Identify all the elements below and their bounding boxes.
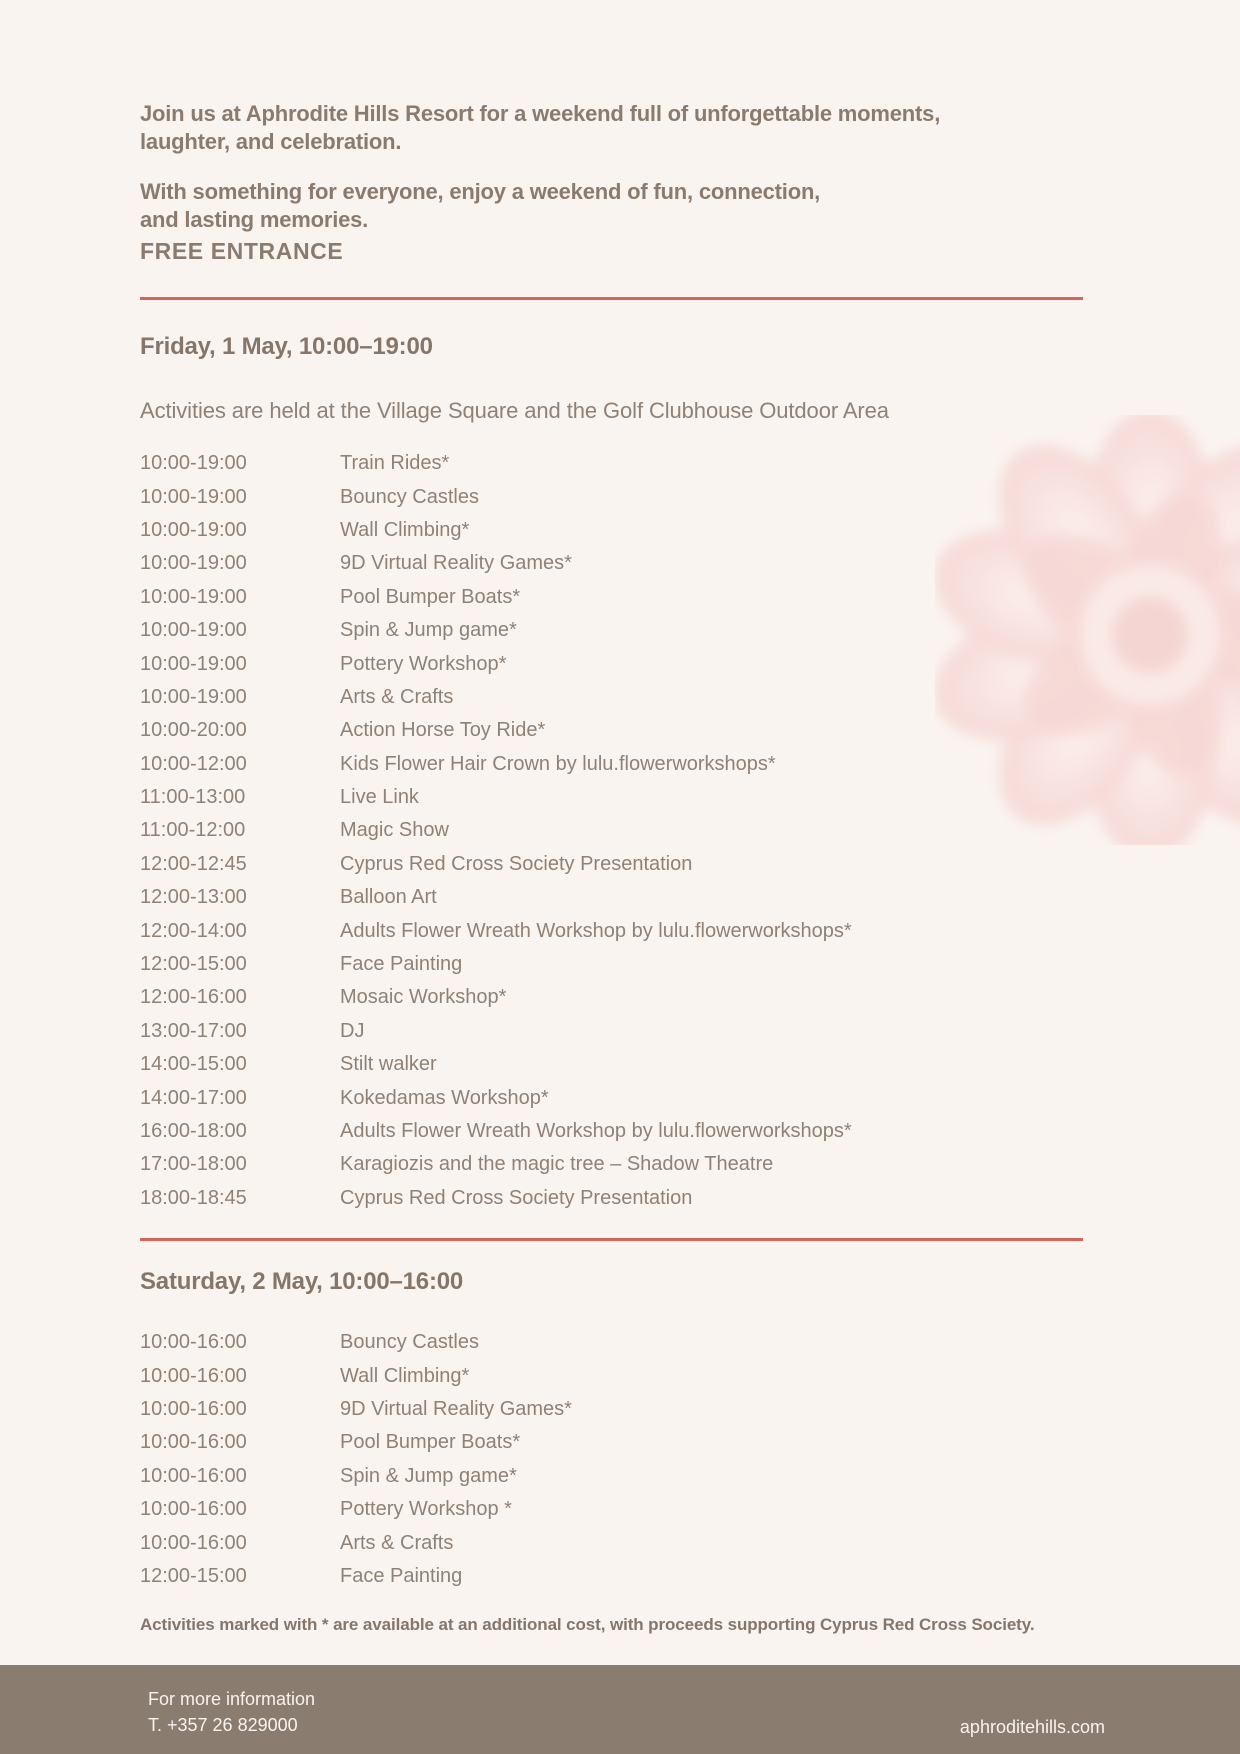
event-activity: Live Link (340, 786, 419, 809)
event-activity: Magic Show (340, 819, 449, 842)
event-time: 12:00-15:00 (140, 1564, 247, 1587)
event-time: 10:00-12:00 (140, 752, 247, 775)
friday-schedule (140, 447, 1100, 1215)
event-time: 10:00-19:00 (140, 619, 247, 642)
event-time: 10:00-16:00 (140, 1364, 247, 1387)
event-time: 10:00-16:00 (140, 1331, 247, 1354)
schedule-row (140, 1048, 1100, 1081)
footer-bar (0, 1665, 1240, 1754)
event-time: 18:00-18:45 (140, 1186, 247, 1209)
schedule-row (140, 1182, 1100, 1215)
event-activity: Wall Climbing* (340, 1364, 470, 1387)
event-time: 17:00-18:00 (140, 1153, 247, 1176)
intro-paragraph-1 (140, 100, 940, 155)
event-activity: Arts & Crafts (340, 685, 454, 708)
schedule-row (140, 781, 1100, 814)
saturday-heading: Saturday, 2 May, 10:00–16:00 (140, 1268, 464, 1295)
event-activity: Wall Climbing* (340, 518, 470, 541)
event-activity: Pool Bumper Boats* (340, 585, 521, 608)
schedule-row (140, 1148, 1100, 1181)
schedule-row (140, 748, 1100, 781)
event-time: 10:00-19:00 (140, 518, 247, 541)
intro-p1-line1: Join us at Aphrodite Hills Resort for a weekend full of unforgettable moments, (140, 101, 941, 126)
event-time: 11:00-12:00 (140, 819, 246, 842)
event-time: 16:00-18:00 (140, 1120, 247, 1142)
event-activity: Cyprus Red Cross Society Presentation (340, 852, 693, 875)
schedule-row (140, 1393, 1100, 1426)
footer-website-link[interactable]: aphroditehills.com (959, 1717, 1105, 1737)
event-time: 10:00-19:00 (140, 485, 247, 508)
saturday-schedule (140, 1326, 1100, 1593)
schedule-row (140, 1493, 1100, 1526)
event-activity: Face Painting (340, 1564, 463, 1587)
schedule-row (140, 1326, 1100, 1359)
event-activity: Mosaic Workshop* (340, 986, 507, 1009)
event-activity: 9D Virtual Reality Games* (340, 1397, 572, 1420)
schedule-row (140, 914, 1100, 947)
event-time: 10:00-19:00 (140, 452, 247, 475)
event-activity: 9D Virtual Reality Games* (340, 552, 572, 575)
event-activity: Adults Flower Wreath Workshop by lulu.flowerworkshops* (340, 1120, 852, 1142)
event-time: 10:00-19:00 (140, 585, 247, 608)
event-activity: Balloon Art (340, 886, 437, 909)
footer-contact-info (148, 1686, 315, 1738)
schedule-row (140, 647, 1100, 680)
event-time: 12:00-14:00 (140, 919, 247, 942)
event-time: 13:00-17:00 (140, 1019, 247, 1042)
divider-line (140, 297, 1083, 300)
schedule-row (140, 480, 1100, 513)
schedule-row (140, 1426, 1100, 1459)
event-time: 10:00-19:00 (140, 652, 247, 675)
event-time: 12:00-16:00 (140, 986, 247, 1009)
schedule-row (140, 981, 1100, 1014)
event-time: 10:00-16:00 (140, 1498, 247, 1521)
friday-heading: Friday, 1 May, 10:00–19:00 (140, 333, 433, 360)
event-time: 10:00-19:00 (140, 552, 247, 575)
intro-paragraph-2 (140, 178, 820, 233)
schedule-row (140, 447, 1100, 480)
event-time: 10:00-16:00 (140, 1531, 247, 1554)
schedule-row (140, 681, 1100, 714)
event-activity: Kids Flower Hair Crown by lulu.flowerworkshops* (340, 752, 776, 775)
intro-p2-line2: and lasting memories. (140, 206, 369, 232)
schedule-row (140, 1460, 1100, 1493)
schedule-row (140, 547, 1100, 580)
event-activity: Karagiozis and the magic tree – Shadow Theatre (340, 1153, 774, 1176)
schedule-row (140, 948, 1100, 981)
event-activity: Spin & Jump game* (340, 619, 517, 642)
event-time: 14:00-15:00 (140, 1053, 247, 1076)
event-activity: Action Horse Toy Ride* (340, 719, 546, 742)
event-activity: Face Painting (340, 953, 463, 976)
event-activity: DJ (340, 1019, 365, 1042)
schedule-row (140, 1115, 1100, 1148)
schedule-row (140, 848, 1100, 881)
event-activity: Bouncy Castles (340, 1331, 479, 1354)
event-activity: Kokedamas Workshop* (340, 1086, 549, 1109)
event-activity: Cyprus Red Cross Society Presentation (340, 1186, 693, 1209)
schedule-row (140, 614, 1100, 647)
schedule-row (140, 814, 1100, 847)
event-activity: Arts & Crafts (340, 1531, 454, 1554)
event-activity: Pool Bumper Boats* (340, 1431, 521, 1454)
intro-p2-line1: With something for everyone, enjoy a weekend of fun, connection, (140, 179, 821, 204)
schedule-row (140, 1359, 1100, 1392)
event-time: 12:00-12:45 (140, 852, 247, 875)
event-time: 10:00-20:00 (140, 719, 247, 742)
free-entrance-label: FREE ENTRANCE (140, 238, 344, 264)
footer-phone: T. +357 26 829000 (148, 1715, 298, 1735)
schedule-row (140, 1526, 1100, 1559)
event-time: 10:00-19:00 (140, 685, 247, 708)
event-activity: Bouncy Castles (340, 485, 479, 508)
friday-location-note: Activities are held at the Village Square and the Golf Clubhouse Outdoor Area (140, 398, 889, 423)
schedule-row (140, 1560, 1100, 1593)
event-activity: Stilt walker (340, 1053, 437, 1076)
asterisk-footnote: Activities marked with * are available at an additional cost, with proceeds supporting Cyprus Red Cross Society. (140, 1615, 1035, 1634)
schedule-row (140, 1081, 1100, 1114)
intro-p1-line2: laughter, and celebration. (140, 128, 402, 154)
event-time: 10:00-16:00 (140, 1464, 247, 1487)
event-time: 10:00-16:00 (140, 1431, 247, 1454)
event-time: 14:00-17:00 (140, 1086, 247, 1109)
schedule-row (140, 1015, 1100, 1048)
event-time: 10:00-16:00 (140, 1397, 247, 1420)
event-activity: Train Rides* (340, 452, 450, 475)
event-activity: Pottery Workshop * (340, 1498, 512, 1521)
event-activity: Spin & Jump game* (340, 1464, 517, 1487)
schedule-row (140, 581, 1100, 614)
schedule-row (140, 514, 1100, 547)
schedule-row (140, 714, 1100, 747)
schedule-row (140, 881, 1100, 914)
event-activity: Adults Flower Wreath Workshop by lulu.flowerworkshops* (340, 919, 852, 942)
event-time: 12:00-15:00 (140, 953, 247, 976)
event-time: 12:00-13:00 (140, 886, 247, 909)
divider-line (140, 1238, 1083, 1241)
event-time: 11:00-13:00 (140, 786, 246, 809)
event-activity: Pottery Workshop* (340, 652, 507, 675)
footer-info-line: For more information (148, 1689, 316, 1709)
